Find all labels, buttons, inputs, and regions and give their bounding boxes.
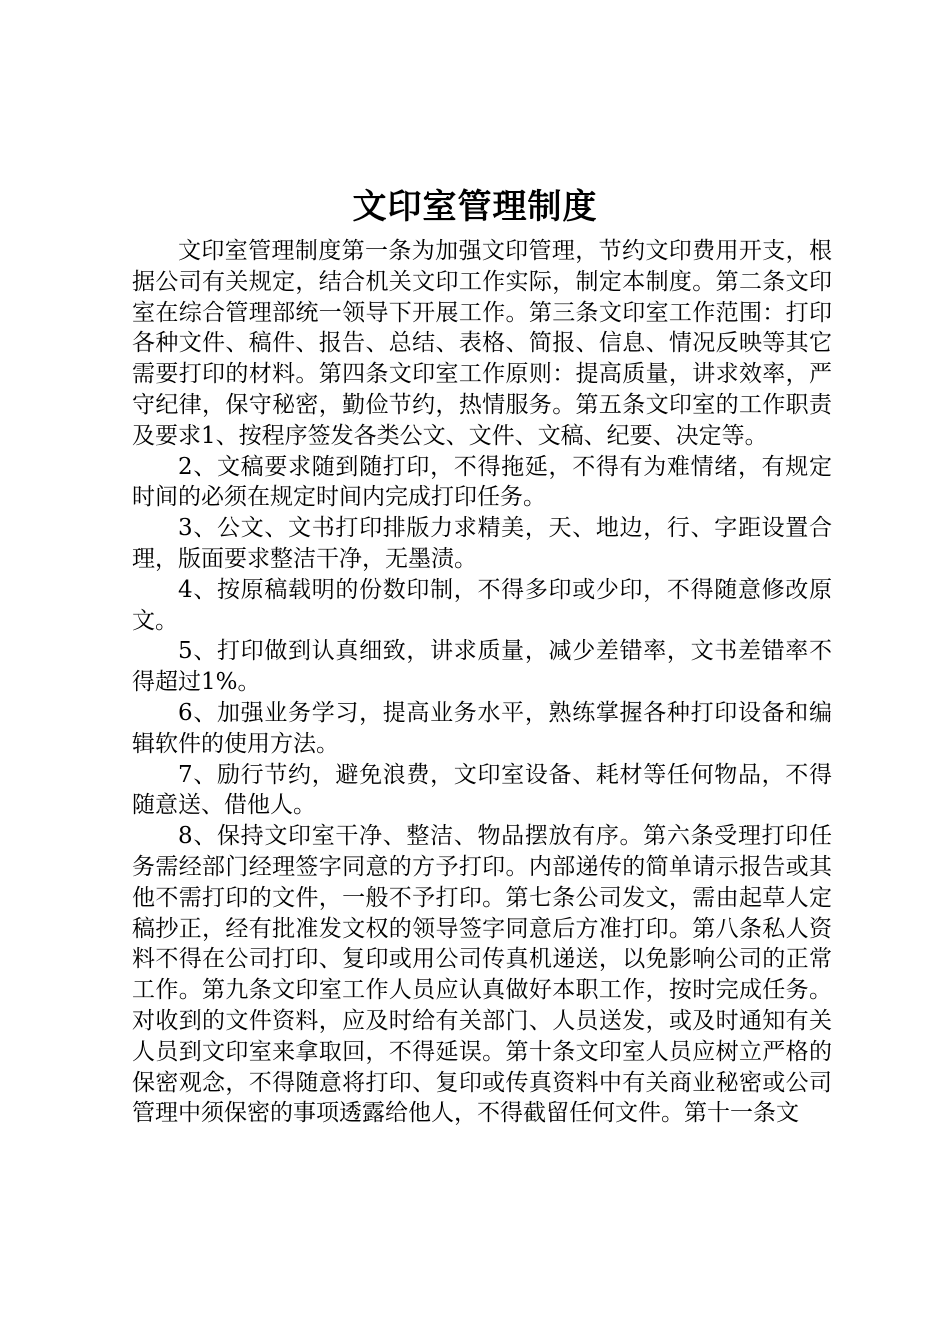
paragraph: 7、励行节约，避免浪费，文印室设备、耗材等任何物品，不得随意送、借他人。 xyxy=(132,761,832,819)
paragraph: 2、文稿要求随到随打印，不得拖延，不得有为难情绪，有规定时间的必须在规定时间内完成打印任务。 xyxy=(132,453,832,511)
document-body xyxy=(132,236,832,1129)
paragraph: 5、打印做到认真细致，讲求质量，减少差错率，文书差错率不得超过1%。 xyxy=(132,638,832,696)
paragraph: 4、按原稿载明的份数印制，不得多印或少印，不得随意修改原文。 xyxy=(132,576,832,634)
paragraph: 6、加强业务学习，提高业务水平，熟练掌握各种打印设备和编辑软件的使用方法。 xyxy=(132,699,832,757)
paragraph: 文印室管理制度第一条为加强文印管理，节约文印费用开支，根据公司有关规定，结合机关文印工作实际，制定本制度。第二条文印室在综合管理部统一领导下开展工作。第三条文印室工作范围：打印各种文件、稿件、报告、总结、表格、简报、信息、情况反映等其它需要打印的材料。第四条文印室工作原则：提高质量，讲求效率，严守纪律，保守秘密，勤俭节约，热情服务。第五条文印室的工作职责及要求1、按程序签发各类公文、文件、文稿、纪要、决定等。 xyxy=(132,238,832,449)
document-title: 文印室管理制度 xyxy=(352,187,598,227)
paragraph: 8、保持文印室干净、整洁、物品摆放有序。第六条受理打印任务需经部门经理签字同意的方予打印。内部递传的简单请示报告或其他不需打印的文件，一般不予打印。第七条公司发文，需由起草人定稿抄正，经有批准发文权的领导签字同意后方准打印。第八条私人资料不得在公司打印、复印或用公司传真机递送，以免影响公司的正常工作。第九条文印室工作人员应认真做好本职工作，按时完成任务。对收到的文件资料，应及时给有关部门、人员送发，或及时通知有关人员到文印室来拿取回，不得延误。第十条文印室人员应树立严格的保密观念，不得随意将打印、复印或传真资料中有关商业秘密或公司管理中须保密的事项透露给他人，不得截留任何文件。第十一条文 xyxy=(132,823,832,1127)
paragraph: 3、公文、文书打印排版力求精美，天、地边，行、字距设置合理，版面要求整洁干净，无墨渍。 xyxy=(132,515,832,572)
